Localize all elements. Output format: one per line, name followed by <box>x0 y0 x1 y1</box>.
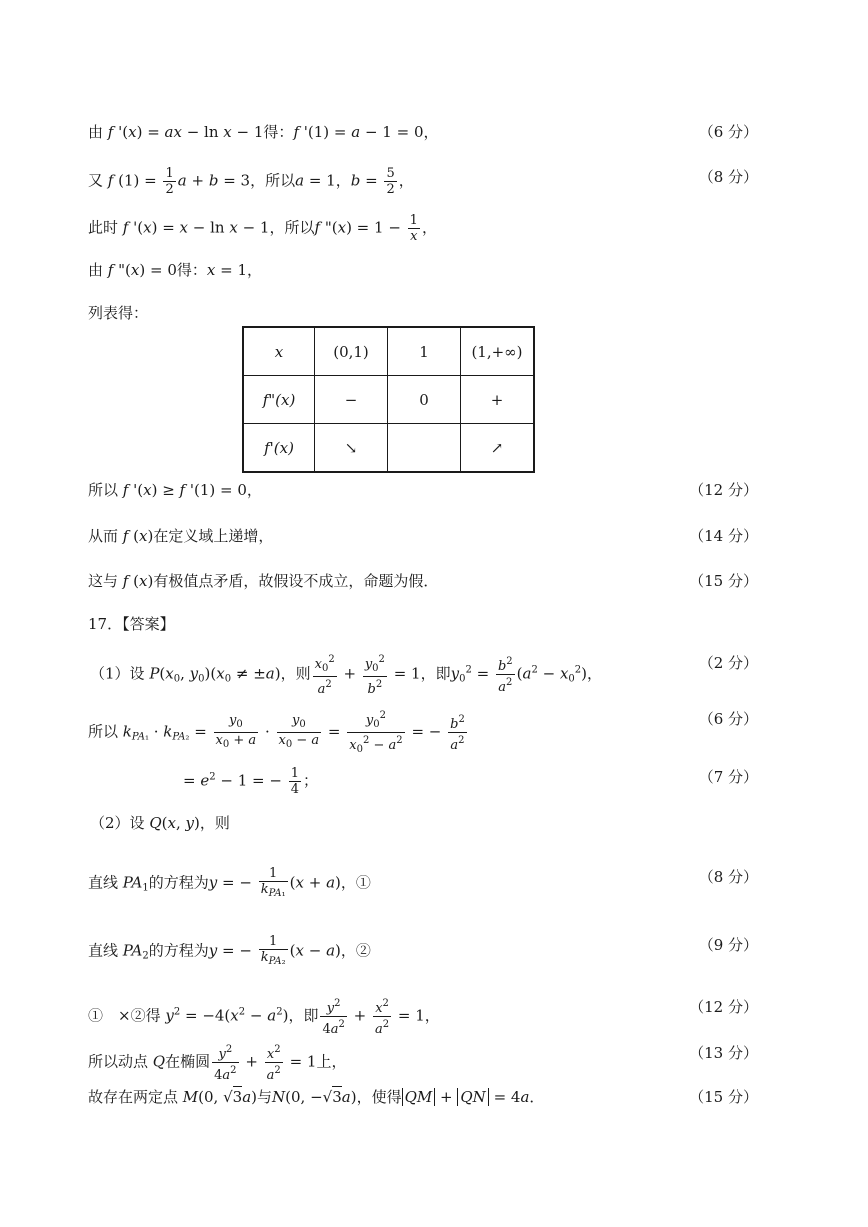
line-3: 此时 f '(x) = x − ln x − 1，所以f "(x) = 1 − $\frac{1}{x}$ ， <box>88 213 437 244</box>
section-heading: 17．【答案】 <box>88 615 175 633</box>
table-cell: ↘ <box>315 424 388 473</box>
table-cell: f"(x) <box>243 376 315 424</box>
table-cell: (0,1) <box>315 327 388 376</box>
score-14: （8 分） <box>698 868 758 886</box>
table-cell: x <box>243 327 315 376</box>
line-5: 列表得： <box>88 304 149 322</box>
score-16: （12 分） <box>689 998 758 1016</box>
line-13: （2）设 Q(x, y)，则 <box>90 814 230 832</box>
score-6: （12 分） <box>689 481 758 499</box>
line-12: = $e^2 - 1$ = − $\frac{1}{4}$ ； <box>183 766 318 797</box>
score-7: （14 分） <box>689 527 758 545</box>
line-4: 由 f "(x) = 0得：x = 1， <box>88 261 263 279</box>
score-8: （15 分） <box>689 572 758 590</box>
table-cell: 0 <box>388 376 461 424</box>
line-6: 所以 f '(x) ≥ f '(1) = 0， <box>88 481 262 499</box>
score-2: （8 分） <box>698 168 758 186</box>
line-18: 故存在两定点 M(0, √3a)与N(0, −√3a)，使得 QM + QN = 4a． <box>88 1088 545 1106</box>
score-15: （9 分） <box>698 936 758 954</box>
line-17: 所以动点 Q在椭圆 $\frac{y^2}{4a^2}$ + $\frac{x^2}{a^2}$ = 1上， <box>88 1044 347 1083</box>
table-cell <box>388 424 461 473</box>
line-2: 又 f (1) = $\frac{1}{2}$ a + b = 3，所以a = 1，b = $\frac{5}{2}$ ， <box>88 166 414 197</box>
table-cell: − <box>315 376 388 424</box>
score-1: （6 分） <box>698 123 758 141</box>
table-cell: ↗ <box>461 424 535 473</box>
line-1: 由 f '(x) = ax − ln x − 1得：f '(1) = a − 1 = 0， <box>88 123 439 141</box>
score-10: （2 分） <box>698 654 758 672</box>
line-11: 所以 $k_{PA_1} \cdot k_{PA_2}$ = $\frac{y_0}{x_0 + a}$ · $\frac{y_0}{x_0 - a}$ = $\frac{y_0^2}{x_0^2 - a^2}$ = − $\frac{b^2}{a^2}$ <box>88 710 465 755</box>
score-12: （7 分） <box>698 768 758 786</box>
line-14: 直线 $PA_1$的方程为y = − $\frac{1}{k_{PA_1}}$ (x + a)，① <box>88 866 371 899</box>
sign-table <box>242 326 535 473</box>
score-18: （15 分） <box>689 1088 758 1106</box>
line-7: 从而 f (x)在定义域上递增， <box>88 527 274 545</box>
table-cell: f'(x) <box>243 424 315 473</box>
score-11: （6 分） <box>698 710 758 728</box>
table-cell: 1 <box>388 327 461 376</box>
table-cell: + <box>461 376 535 424</box>
score-17: （13 分） <box>689 1044 758 1062</box>
line-8: 这与 f (x)有极值点矛盾，故假设不成立，命题为假． <box>88 572 439 590</box>
line-10: （1）设 $P(x_0$, $y_0)(x_0 \ne \pm a)$，则 $\frac{x_0^2}{a^2}$ + $\frac{y_0^2}{b^2}$ = 1，即$y_0^2$ = $\frac{b^2}{a^2}$ $(a^2 - x_0^2)$， <box>90 654 603 697</box>
table-cell: (1,+∞) <box>461 327 535 376</box>
line-15: 直线 $PA_2$的方程为y = − $\frac{1}{k_{PA_2}}$ (x − a)，② <box>88 934 371 967</box>
line-16: ① ×②得 $y^2 = -4(x^2 - a^2)$，即 $\frac{y^2}{4a^2}$ + $\frac{x^2}{a^2}$ = 1， <box>88 998 440 1037</box>
